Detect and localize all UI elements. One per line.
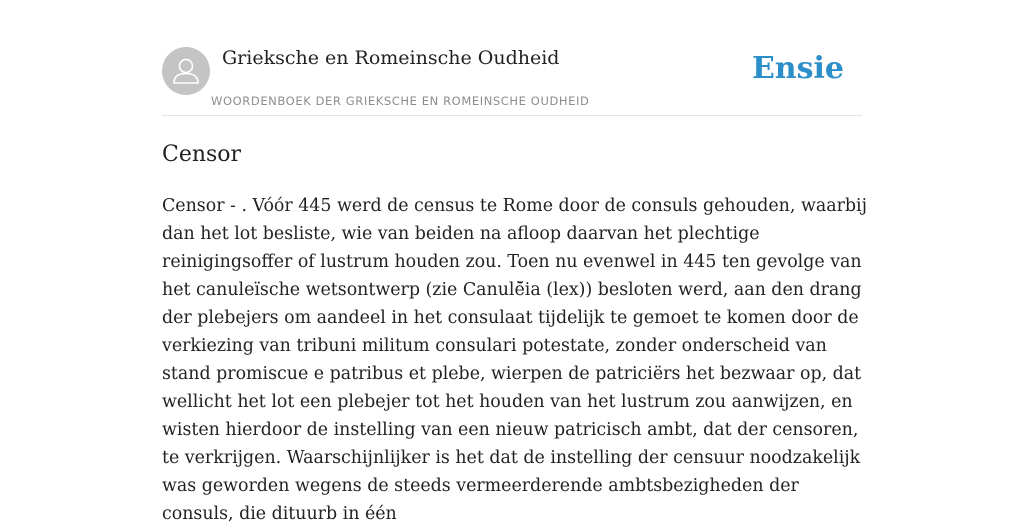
- entry-body: Censor - . Vóór 445 werd de census te Rome door de consuls gehouden, waarbij dan het lot besliste, wie van beiden na afloop daarvan het plechtige reinigingsoffer of lustrum houden zou. Toen nu evenwel in 445 ten gevolge van het canuleïsche wetsontwerp (zie Canulē̆ia (lex)) besloten werd, aan den drang der plebejers om aandeel in het consulaat tijdelijk te gemoet te komen door de verkiezing van tribuni militum consulari potestate, zonder onderscheid van stand promiscue e patribus et plebe, wierpen de patriciërs het bezwaar op, dat wellicht het lot een plebejer tot het houden van het lustrum zou aanwijzen, en wisten hierdoor de instelling van een nieuw patricisch ambt, dat der censoren, te verkrijgen. Waarschijnlijker is het dat de instelling der censuur noodzakelijk was geworden wegens de steeds vermeerderende ambtsbezigheden der consuls, die dituurb in één: [162, 196, 867, 524]
- source-title[interactable]: Grieksche en Romeinsche Oudheid: [222, 47, 560, 69]
- source-subtitle: WOORDENBOEK DER GRIEKSCHE EN ROMEINSCHE OUDHEID: [211, 94, 590, 108]
- user-icon: [162, 47, 210, 95]
- avatar[interactable]: [162, 47, 210, 95]
- brand-logo[interactable]: Ensie: [751, 51, 844, 86]
- header: [162, 0, 862, 116]
- entry-title: Censor: [162, 142, 242, 167]
